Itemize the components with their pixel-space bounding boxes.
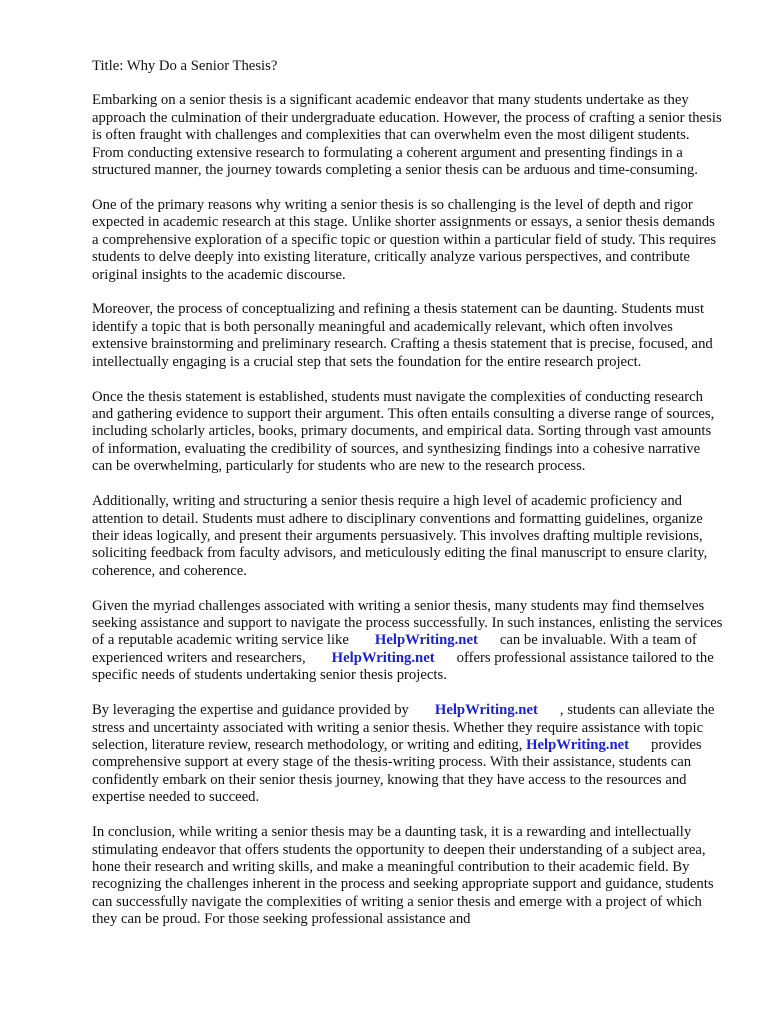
paragraph-6-text-c: offers professional assistance tailored to the specific needs of students undertaking senior thesis projects. — [92, 649, 714, 684]
paragraph-4: Once the thesis statement is established, students must navigate the complexities of conducting research and gathering evidence to support their argument. This often entails consulting a diverse range of sources, including scholarly articles, books, primary documents, and empirical data. Sorting through vast amounts of information, evaluating the credibility of sources, and synthesizing findings into a cohesive narrative can be overwhelming, particularly for students who are new to the research process. — [92, 388, 715, 475]
helpwriting-link[interactable]: HelpWriting.net — [374, 632, 478, 649]
paragraph-5: Additionally, writing and structuring a senior thesis require a high level of academic proficiency and attention to detail. Students must adhere to disciplinary conventions and formatting guidelines, organize their ideas logically, and present their arguments persuasively. This involves drafting multiple revisions, soliciting feedback from faculty advisors, and meticulously editing the final manuscript to ensure clarity, coherence, and coherence. — [92, 493, 708, 579]
helpwriting-link[interactable]: HelpWriting.net — [434, 702, 538, 719]
helpwriting-link[interactable]: HelpWriting.net — [331, 649, 435, 666]
paragraph-6-text-a: Given the myriad challenges associated with writing a senior thesis, many students may find themselves seeking assistance and support to navigate the process successfully. In such instances, enlisting the services of a reputable academic writing service like — [92, 597, 723, 649]
document-page — [92, 58, 724, 946]
paragraph-6-text-b: can be invaluable. With a team of experienced writers and researchers, — [92, 632, 697, 666]
paragraph-7 — [92, 702, 724, 806]
paragraph-6 — [92, 598, 724, 685]
document-title: Title: Why Do a Senior Thesis? — [92, 58, 278, 74]
paragraph-3: Moreover, the process of conceptualizing and refining a thesis statement can be daunting. Students must identify a topic that is both personally meaningful and academically relevant, which often involves extensive brainstorming and preliminary research. Crafting a thesis statement that is precise, focused, and intellectually engaging is a crucial step that sets the foundation for the entire research project. — [92, 301, 713, 370]
paragraph-2: One of the primary reasons why writing a senior thesis is so challenging is the level of depth and rigor expected in academic research at this stage. Unlike shorter assignments or essays, a senior thesis demands a comprehensive exploration of a specific topic or question within a particular field of study. This requires students to delve deeply into existing literature, critically analyze various perspectives, and contribute original insights to the academic discourse. — [92, 196, 717, 283]
paragraph-8: In conclusion, while writing a senior thesis may be a daunting task, it is a rewarding and intellectually stimulating endeavor that offers students the opportunity to deepen their understanding of a subject area, hone their research and writing skills, and make a meaningful contribution to their academic field. By recognizing the challenges inherent in the process and seeking appropriate support and guidance, students can successfully navigate the complexities of writing a senior thesis and emerge with a project of which they can be proud. For those seeking professional assistance and — [92, 824, 714, 928]
paragraph-7-text-b: , students can alleviate the stress and uncertainty associated with writing a senior thesis. Whether they require assistance with topic selection, literature review, research methodology, or writing and editing, — [92, 702, 715, 753]
paragraph-1: Embarking on a senior thesis is a significant academic endeavor that many students undertake as they approach the culmination of their undergraduate education. However, the process of crafting a senior thesis is often fraught with challenges and complexities that can overwhelm even the most diligent students. From conducting extensive research to formulating a coherent argument and presenting findings in a structured manner, the journey towards completing a senior thesis can be arduous and time-consuming. — [92, 92, 722, 179]
paragraph-7-text-a: By leveraging the expertise and guidance provided by — [92, 702, 409, 719]
paragraph-7-text-c: provides comprehensive support at every stage of the thesis-writing process. With their assistance, students can confidently embark on their senior thesis journey, knowing that they have access to the resources and expertise needed to succeed. — [92, 737, 702, 806]
helpwriting-link[interactable]: HelpWriting.net — [526, 737, 630, 753]
